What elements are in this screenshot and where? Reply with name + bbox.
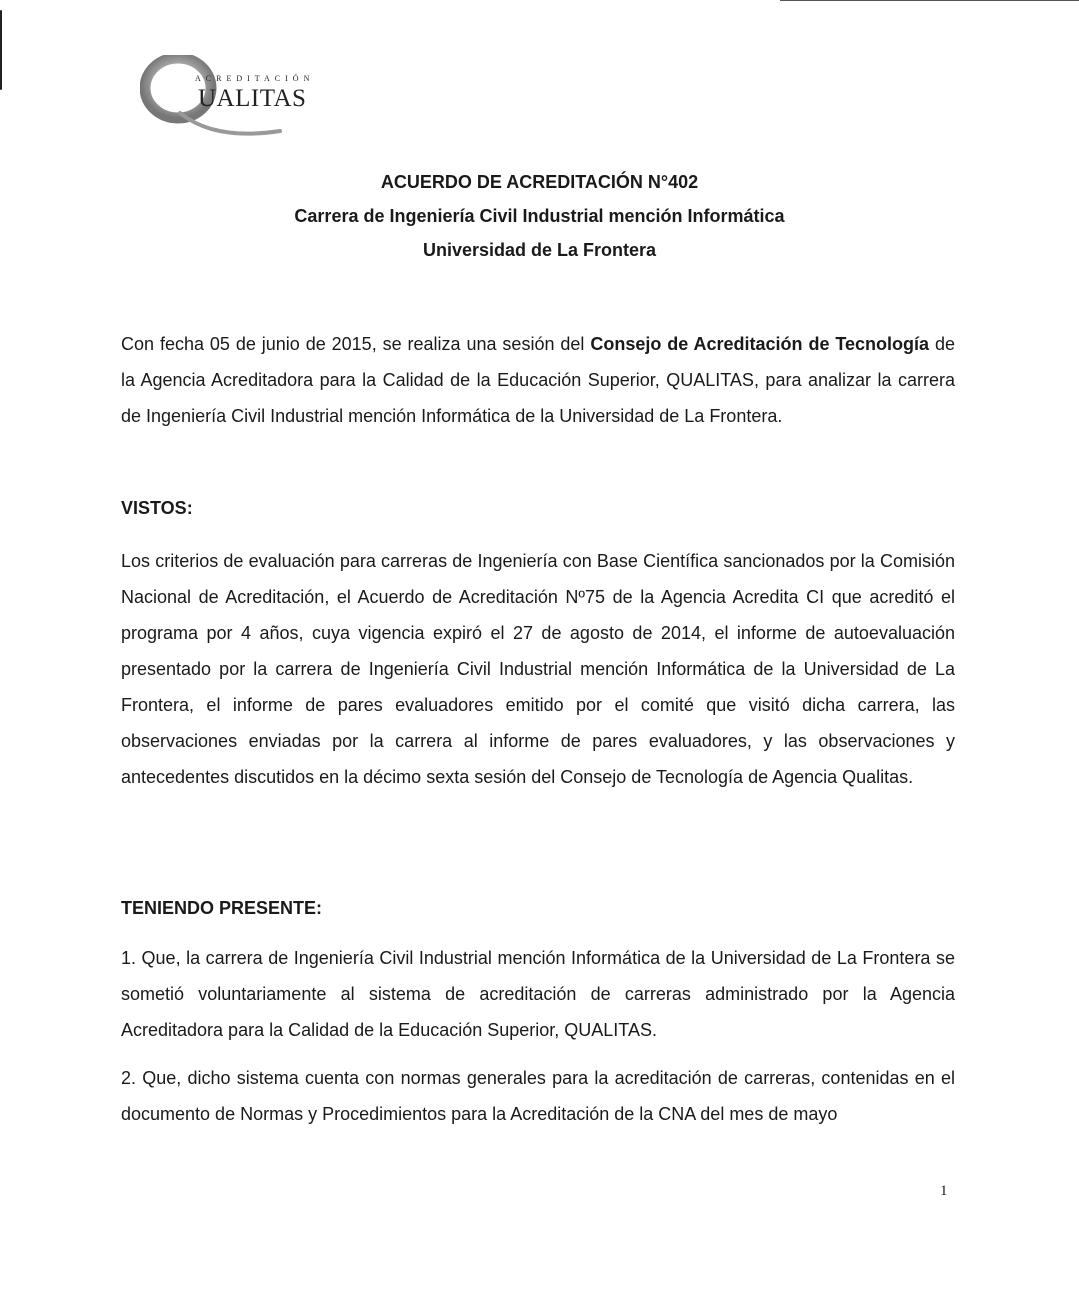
teniendo-item-1: 1. Que, la carrera de Ingeniería Civil Industrial mención Informática de la Universidad de La Frontera se sometió voluntariamente al sistema de acreditación de carreras administrado por la Agencia Acreditadora para la Calidad de la Educación Superior, QUALITAS. (121, 948, 955, 1040)
intro-bold-council: Consejo de Acreditación de Tecnología (590, 334, 930, 354)
logo-small-text: ACREDITACIÓN (195, 74, 315, 83)
vistos-heading: VISTOS: (121, 498, 193, 518)
intro-text-part1: Con fecha 05 de junio de 2015, se realiza una sesión del (121, 334, 591, 354)
intro-paragraph (121, 326, 955, 434)
teniendo-heading: TENIENDO PRESENTE: (121, 898, 323, 918)
logo-main-text: UALITAS (198, 85, 307, 112)
scan-edge-mark (0, 10, 2, 90)
teniendo-item-2: 2. Que, dicho sistema cuenta con normas generales para la acreditación de carreras, contenidas en el documento de Normas y Procedimientos para la Acreditación de la CNA del mes de mayo (121, 1068, 955, 1124)
scan-edge-line (780, 0, 1079, 1)
university-name: Universidad de La Frontera (422, 240, 657, 260)
career-name: Carrera de Ingeniería Civil Industrial mención Informática (294, 206, 785, 226)
vistos-paragraph: Los criterios de evaluación para carreras de Ingeniería con Base Científica sancionados por la Comisión Nacional de Acreditación, el Acuerdo de Acreditación Nº75 de la Agencia Acredita CI que acreditó el programa por 4 años, cuya vigencia expiró el 27 de agosto de 2014, el informe de autoevaluación presentado por la carrera de Ingeniería Civil Industrial mención Informática de la Universidad de La Frontera, el informe de pares evaluadores emitido por el comité que visitó dicha carrera, las observaciones enviadas por la carrera al informe de pares evaluadores, y las observaciones y antecedentes discutidos en la décimo sexta sesión del Consejo de Tecnología de Agencia Qualitas. (121, 551, 955, 787)
qualitas-logo (140, 55, 360, 145)
page-number: 1 (940, 1183, 948, 1199)
intro-text-part2: de la Agencia Acreditadora para la Calidad de la Educación Superior, QUALITAS, para analizar la carrera de Ingeniería Civil Industrial mención Informática de la Universidad de La Frontera. (121, 334, 956, 426)
document-title: ACUERDO DE ACREDITACIÓN N°402 (380, 172, 699, 192)
